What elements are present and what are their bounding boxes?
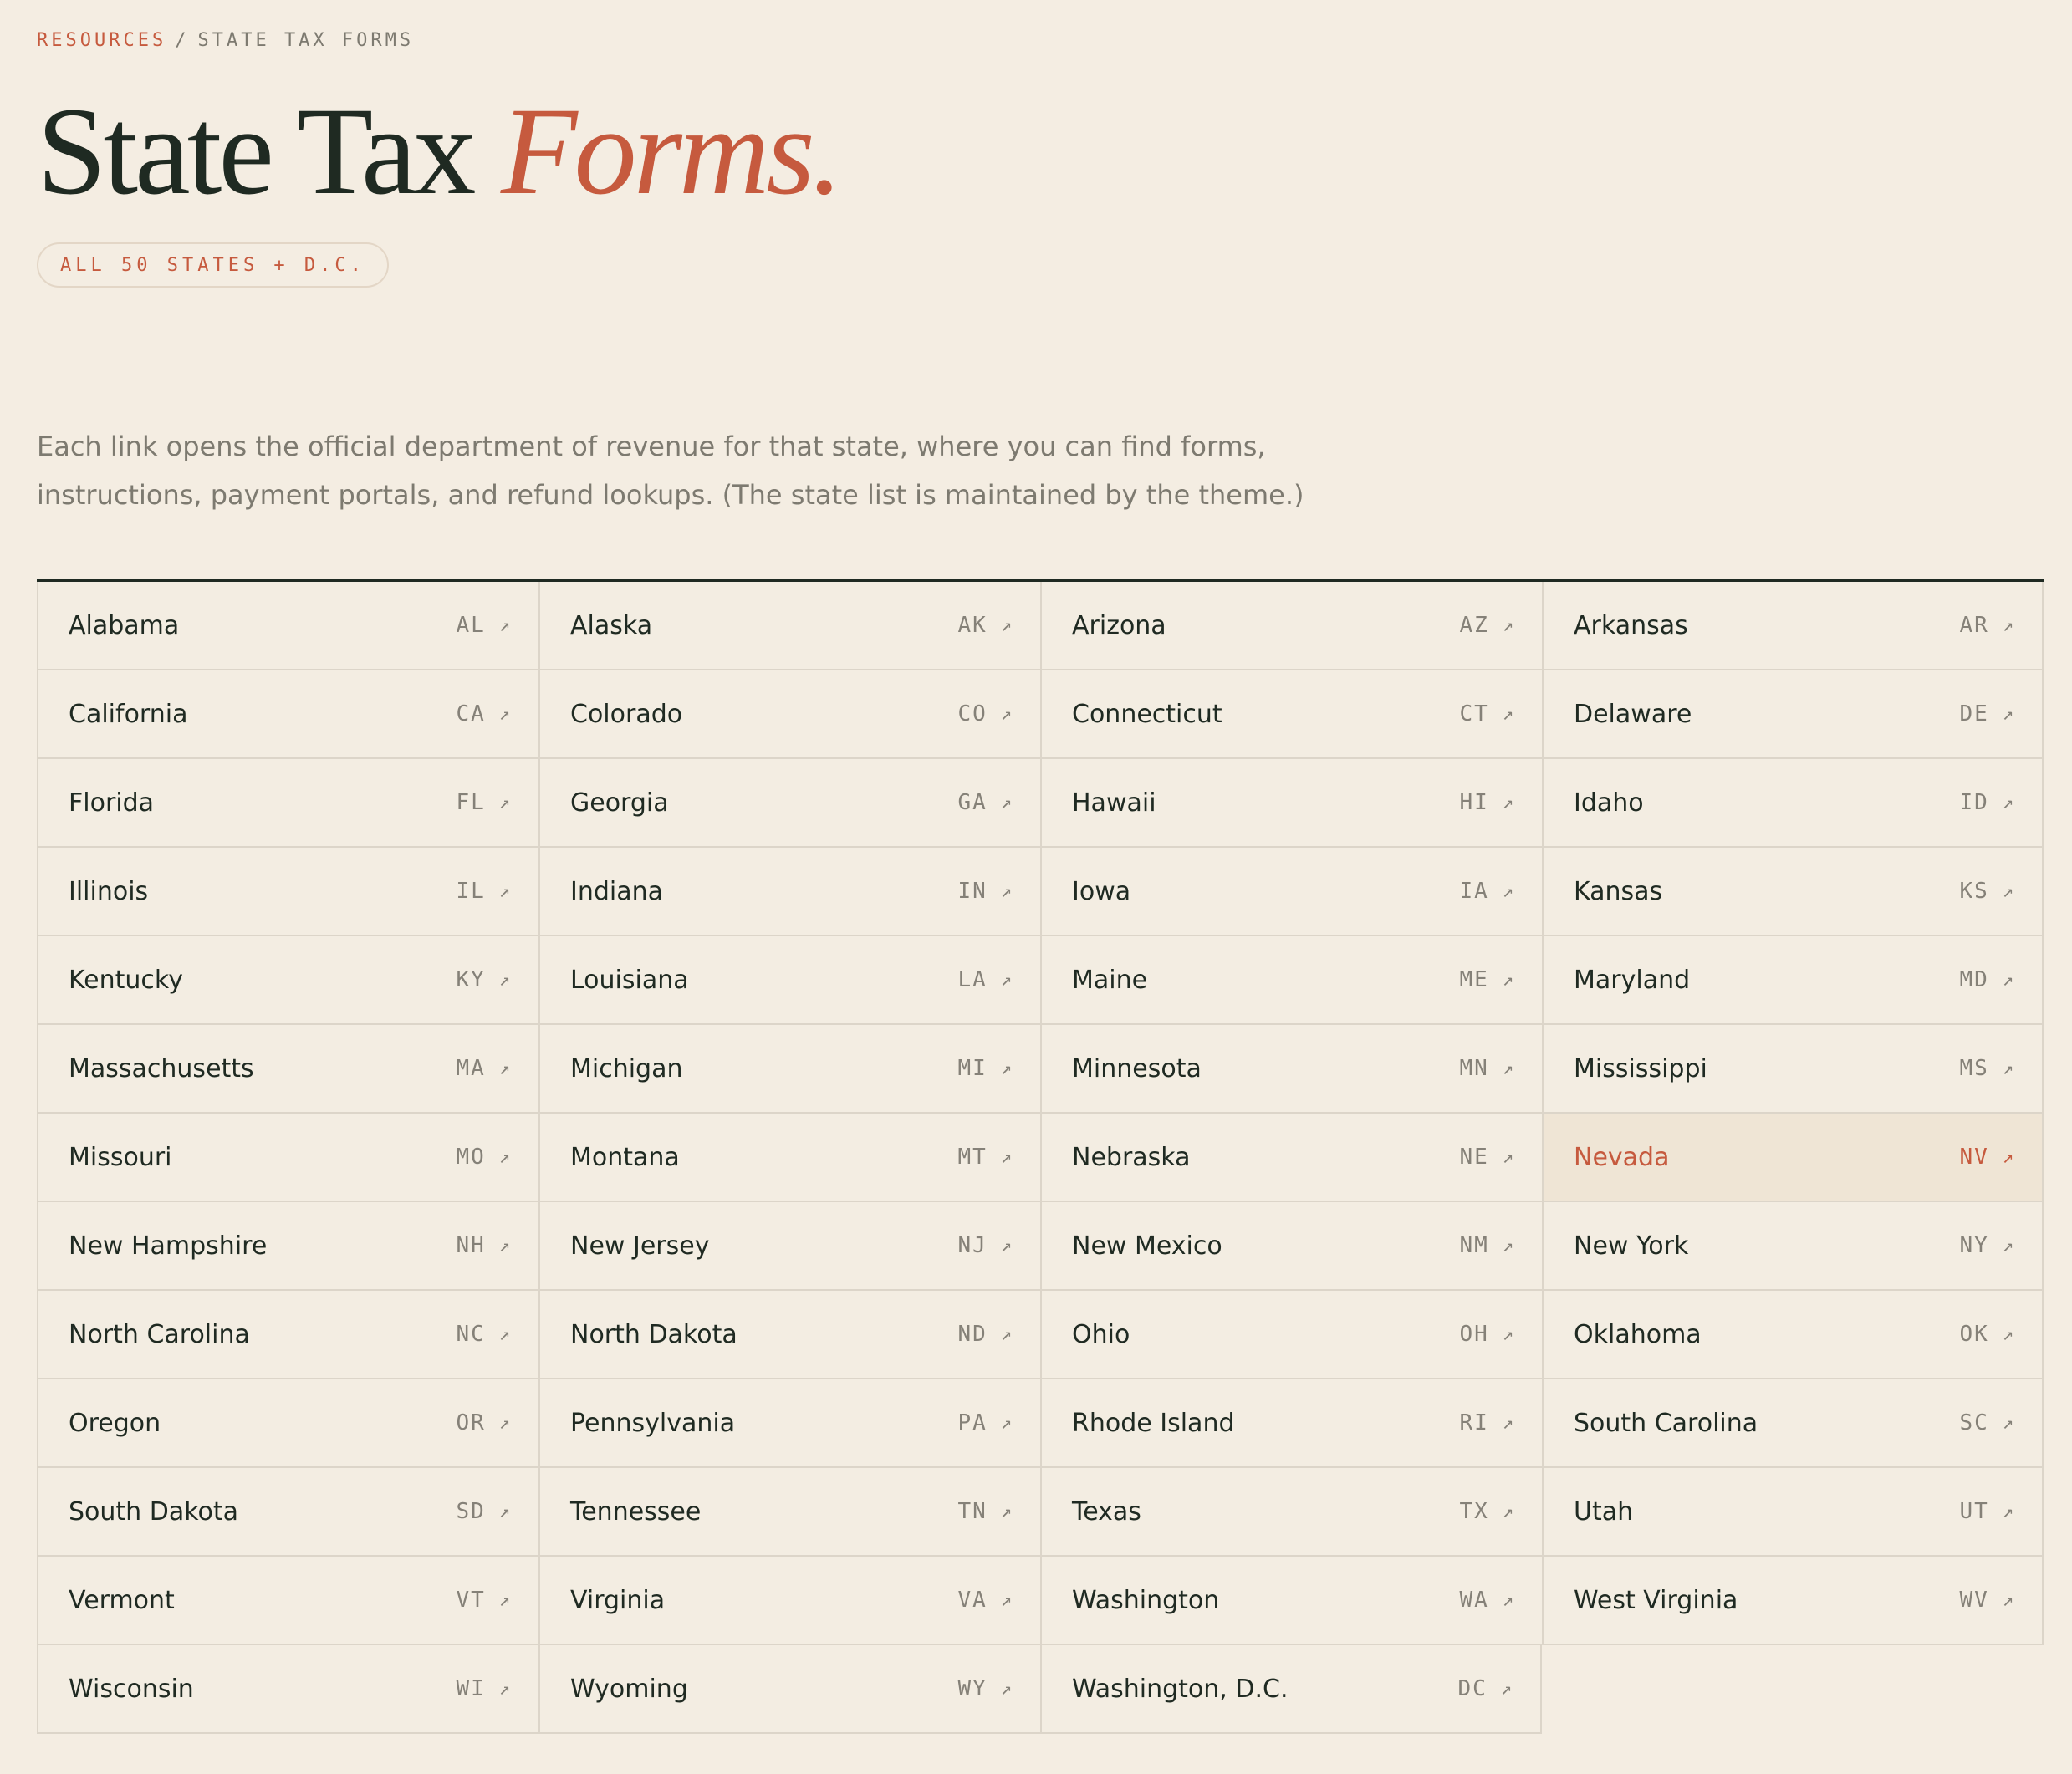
state-name: Colorado [570,699,683,729]
state-name: Utah [1574,1496,1634,1527]
state-name: Alabama [69,610,180,640]
state-meta [1959,1144,2013,1170]
state-name: South Carolina [1574,1408,1758,1438]
state-link-la[interactable] [538,936,1040,1025]
state-code: NE [1459,1144,1489,1170]
state-name: Washington [1072,1585,1220,1615]
state-meta [1459,1499,1513,1524]
external-link-arrow-icon: ↗ [2002,1146,2013,1168]
external-link-arrow-icon: ↗ [1502,1589,1513,1611]
state-meta [456,967,510,992]
state-code: MT [957,1144,988,1170]
state-meta [456,1233,510,1258]
breadcrumb-resources-link[interactable]: RESOURCES [37,30,167,51]
state-code: TN [957,1499,988,1524]
state-meta [1459,1322,1513,1347]
state-meta [957,879,1012,904]
state-code: OK [1959,1322,1989,1347]
state-link-ca[interactable] [37,670,538,759]
state-meta [456,613,510,638]
state-name: Arkansas [1574,610,1688,640]
state-link-ak[interactable] [538,582,1040,670]
state-meta [1959,613,2013,638]
external-link-arrow-icon: ↗ [1502,1412,1513,1434]
state-code: NJ [957,1233,988,1258]
state-code: IL [456,879,486,904]
state-link-in[interactable] [538,848,1040,936]
state-meta [1959,1499,2013,1524]
state-link-mt[interactable] [538,1114,1040,1202]
state-code: WA [1459,1588,1489,1613]
state-code: AR [1959,613,1989,638]
external-link-arrow-icon: ↗ [498,969,510,991]
state-meta [957,1056,1012,1081]
external-link-arrow-icon: ↗ [1000,1589,1012,1611]
state-name: New Mexico [1072,1231,1222,1261]
state-code: AK [957,613,988,638]
state-code: MI [957,1056,988,1081]
state-meta [1459,1233,1513,1258]
state-code: NH [456,1233,486,1258]
state-meta [1959,701,2013,726]
state-link-md[interactable] [1542,936,2044,1025]
state-name: Connecticut [1072,699,1222,729]
page-title [37,80,840,222]
state-name: Virginia [570,1585,666,1615]
external-link-arrow-icon: ↗ [2002,1058,2013,1079]
state-code: NV [1959,1144,1989,1170]
state-link-ut[interactable] [1542,1468,2044,1557]
state-name: Georgia [570,788,669,818]
state-link-ks[interactable] [1542,848,2044,936]
state-name: Michigan [570,1053,683,1083]
state-code: GA [957,790,988,815]
state-link-mi[interactable] [538,1025,1040,1114]
state-link-me[interactable] [1040,936,1542,1025]
state-name: Washington, D.C. [1072,1674,1289,1704]
state-code: OH [1459,1322,1489,1347]
state-meta [1459,879,1513,904]
state-code: CA [456,701,486,726]
external-link-arrow-icon: ↗ [1000,880,1012,902]
state-name: Wyoming [570,1674,688,1704]
state-meta [1959,1233,2013,1258]
state-name: Iowa [1072,876,1131,906]
state-link-ny[interactable] [1542,1202,2044,1291]
external-link-arrow-icon: ↗ [498,880,510,902]
external-link-arrow-icon: ↗ [2002,1412,2013,1434]
state-code: NC [456,1322,486,1347]
state-link-dc[interactable] [1040,1645,1542,1734]
state-meta [957,701,1012,726]
state-link-ct[interactable] [1040,670,1542,759]
state-code: WI [456,1676,486,1701]
state-meta [957,967,1012,992]
breadcrumb [37,30,414,51]
page-title-main: State Tax [37,82,501,221]
external-link-arrow-icon: ↗ [498,1058,510,1079]
state-meta [1459,967,1513,992]
state-meta [1959,1410,2013,1435]
state-meta [1459,1056,1513,1081]
state-code: WV [1959,1588,1989,1613]
external-link-arrow-icon: ↗ [1502,614,1513,636]
state-code: NY [1959,1233,1989,1258]
state-meta [1459,1588,1513,1613]
state-meta [957,1410,1012,1435]
state-link-sc[interactable] [1542,1379,2044,1468]
state-meta [1459,701,1513,726]
state-name: Massachusetts [69,1053,254,1083]
external-link-arrow-icon: ↗ [1502,880,1513,902]
state-meta [456,1056,510,1081]
state-link-ia[interactable] [1040,848,1542,936]
state-name: Minnesota [1072,1053,1202,1083]
state-meta [1457,1676,1512,1701]
external-link-arrow-icon: ↗ [498,1589,510,1611]
external-link-arrow-icon: ↗ [1000,614,1012,636]
state-link-ms[interactable] [1542,1025,2044,1114]
state-name: Nevada [1574,1142,1670,1172]
state-meta [1459,790,1513,815]
state-code: KS [1959,879,1989,904]
state-code: WY [957,1676,988,1701]
state-name: Oregon [69,1408,161,1438]
state-link-ma[interactable] [37,1025,538,1114]
state-meta [1959,1322,2013,1347]
intro-paragraph: Each link opens the official department of revenue for that state, where you can find forms, instructions, payment portals, and refund lookups. (The state list is maintained by the theme.) [37,431,1304,511]
state-name: Ohio [1072,1319,1130,1349]
external-link-arrow-icon: ↗ [1000,1323,1012,1345]
state-name: Alaska [570,610,653,640]
state-name: Missouri [69,1142,172,1172]
state-code: UT [1959,1499,1989,1524]
state-meta [1959,967,2013,992]
state-code: AL [456,613,486,638]
external-link-arrow-icon: ↗ [1502,969,1513,991]
state-meta [957,1588,1012,1613]
state-link-ne[interactable] [1040,1114,1542,1202]
state-link-fl[interactable] [37,759,538,848]
states-count-badge: ALL 50 STATES + D.C. [37,242,389,288]
state-meta [957,1676,1012,1701]
state-link-ri[interactable] [1040,1379,1542,1468]
state-name: Kentucky [69,965,183,995]
external-link-arrow-icon: ↗ [1000,792,1012,813]
state-code: SC [1959,1410,1989,1435]
state-name: North Dakota [570,1319,737,1349]
breadcrumb-current: STATE TAX FORMS [197,30,415,51]
state-name: Maryland [1574,965,1691,995]
external-link-arrow-icon: ↗ [1502,792,1513,813]
state-code: MN [1459,1056,1489,1081]
state-link-al[interactable] [37,582,538,670]
state-code: RI [1459,1410,1489,1435]
state-link-pa[interactable] [538,1379,1040,1468]
state-code: LA [957,967,988,992]
state-meta [1959,879,2013,904]
state-meta [456,790,510,815]
state-name: West Virginia [1574,1585,1738,1615]
external-link-arrow-icon: ↗ [1502,1146,1513,1168]
state-name: Indiana [570,876,664,906]
external-link-arrow-icon: ↗ [1000,1501,1012,1522]
breadcrumb-separator: / [175,30,190,51]
state-name: Illinois [69,876,149,906]
state-code: IN [957,879,988,904]
state-meta [957,1322,1012,1347]
state-code: HI [1459,790,1489,815]
state-link-sd[interactable] [37,1468,538,1557]
state-meta [1959,1056,2013,1081]
state-link-tx[interactable] [1040,1468,1542,1557]
state-meta [456,1676,510,1701]
state-code: MO [456,1144,486,1170]
state-link-wa[interactable] [1040,1557,1542,1645]
external-link-arrow-icon: ↗ [498,1323,510,1345]
state-code: MD [1959,967,1989,992]
external-link-arrow-icon: ↗ [2002,1323,2013,1345]
state-name: Kansas [1574,876,1663,906]
state-link-mn[interactable] [1040,1025,1542,1114]
external-link-arrow-icon: ↗ [498,792,510,813]
external-link-arrow-icon: ↗ [1502,1058,1513,1079]
external-link-arrow-icon: ↗ [2002,614,2013,636]
state-meta [1459,1144,1513,1170]
state-name: California [69,699,188,729]
state-name: Arizona [1072,610,1166,640]
state-link-wv[interactable] [1542,1557,2044,1645]
state-grid [37,579,2044,1734]
state-name: Delaware [1574,699,1692,729]
state-link-nc[interactable] [37,1291,538,1379]
state-meta [456,879,510,904]
state-meta [456,1410,510,1435]
external-link-arrow-icon: ↗ [2002,1235,2013,1257]
state-meta [957,1233,1012,1258]
state-link-tn[interactable] [538,1468,1040,1557]
state-name: South Dakota [69,1496,239,1527]
state-name: New Hampshire [69,1231,268,1261]
state-link-wy[interactable] [538,1645,1040,1734]
state-link-hi[interactable] [1040,759,1542,848]
state-link-id[interactable] [1542,759,2044,848]
state-name: Nebraska [1072,1142,1191,1172]
state-name: Vermont [69,1585,175,1615]
state-code: CO [957,701,988,726]
external-link-arrow-icon: ↗ [498,1412,510,1434]
page-title-accent: Forms. [500,82,840,221]
state-meta [1959,790,2013,815]
state-name: Maine [1072,965,1148,995]
external-link-arrow-icon: ↗ [1000,1235,1012,1257]
state-link-va[interactable] [538,1557,1040,1645]
external-link-arrow-icon: ↗ [1000,1146,1012,1168]
state-code: SD [456,1499,486,1524]
state-code: ID [1959,790,1989,815]
state-link-oh[interactable] [1040,1291,1542,1379]
state-code: PA [957,1410,988,1435]
external-link-arrow-icon: ↗ [498,703,510,725]
external-link-arrow-icon: ↗ [1000,969,1012,991]
state-name: Oklahoma [1574,1319,1702,1349]
state-link-co[interactable] [538,670,1040,759]
state-link-wi[interactable] [37,1645,538,1734]
external-link-arrow-icon: ↗ [2002,792,2013,813]
state-code: DE [1959,701,1989,726]
state-code: IA [1459,879,1489,904]
state-link-nm[interactable] [1040,1202,1542,1291]
external-link-arrow-icon: ↗ [1000,1058,1012,1079]
state-meta [456,701,510,726]
state-code: CT [1459,701,1489,726]
state-name: Wisconsin [69,1674,194,1704]
state-name: Hawaii [1072,788,1156,818]
external-link-arrow-icon: ↗ [2002,1501,2013,1522]
state-code: OR [456,1410,486,1435]
state-code: KY [456,967,486,992]
state-link-az[interactable] [1040,582,1542,670]
state-code: NM [1459,1233,1489,1258]
state-link-ky[interactable] [37,936,538,1025]
state-name: Mississippi [1574,1053,1707,1083]
state-meta [456,1144,510,1170]
state-link-nj[interactable] [538,1202,1040,1291]
external-link-arrow-icon: ↗ [2002,969,2013,991]
state-meta [957,1499,1012,1524]
external-link-arrow-icon: ↗ [1502,703,1513,725]
state-link-nh[interactable] [37,1202,538,1291]
external-link-arrow-icon: ↗ [498,1146,510,1168]
state-link-ga[interactable] [538,759,1040,848]
state-link-nd[interactable] [538,1291,1040,1379]
state-link-ok[interactable] [1542,1291,2044,1379]
state-name: Rhode Island [1072,1408,1235,1438]
state-name: Florida [69,788,155,818]
state-meta [456,1322,510,1347]
state-meta [957,1144,1012,1170]
state-name: Idaho [1574,788,1644,818]
external-link-arrow-icon: ↗ [498,1678,510,1700]
state-name: Pennsylvania [570,1408,736,1438]
external-link-arrow-icon: ↗ [1000,1412,1012,1434]
state-meta [957,613,1012,638]
state-code: ND [957,1322,988,1347]
external-link-arrow-icon: ↗ [498,614,510,636]
state-meta [456,1588,510,1613]
state-link-vt[interactable] [37,1557,538,1645]
external-link-arrow-icon: ↗ [498,1235,510,1257]
state-code: FL [456,790,486,815]
external-link-arrow-icon: ↗ [1502,1235,1513,1257]
external-link-arrow-icon: ↗ [1500,1678,1512,1700]
state-meta [1959,1588,2013,1613]
state-link-ar[interactable] [1542,582,2044,670]
state-name: North Carolina [69,1319,250,1349]
state-code: TX [1459,1499,1489,1524]
state-code: VA [957,1588,988,1613]
state-code: DC [1457,1676,1488,1701]
state-link-de[interactable] [1542,670,2044,759]
external-link-arrow-icon: ↗ [498,1501,510,1522]
state-code: VT [456,1588,486,1613]
state-meta [456,1499,510,1524]
external-link-arrow-icon: ↗ [2002,703,2013,725]
state-link-mo[interactable] [37,1114,538,1202]
state-name: Tennessee [570,1496,702,1527]
state-name: New York [1574,1231,1689,1261]
state-code: AZ [1459,613,1489,638]
external-link-arrow-icon: ↗ [1000,703,1012,725]
state-link-il[interactable] [37,848,538,936]
state-name: Louisiana [570,965,689,995]
state-code: MA [456,1056,486,1081]
state-link-or[interactable] [37,1379,538,1468]
external-link-arrow-icon: ↗ [2002,1589,2013,1611]
state-meta [957,790,1012,815]
state-meta [1459,1410,1513,1435]
state-name: New Jersey [570,1231,710,1261]
state-link-nv[interactable] [1542,1114,2044,1202]
state-meta [1459,613,1513,638]
external-link-arrow-icon: ↗ [1502,1501,1513,1522]
external-link-arrow-icon: ↗ [2002,880,2013,902]
state-code: ME [1459,967,1489,992]
state-code: MS [1959,1056,1989,1081]
external-link-arrow-icon: ↗ [1000,1678,1012,1700]
state-name: Texas [1072,1496,1141,1527]
state-name: Montana [570,1142,680,1172]
external-link-arrow-icon: ↗ [1502,1323,1513,1345]
